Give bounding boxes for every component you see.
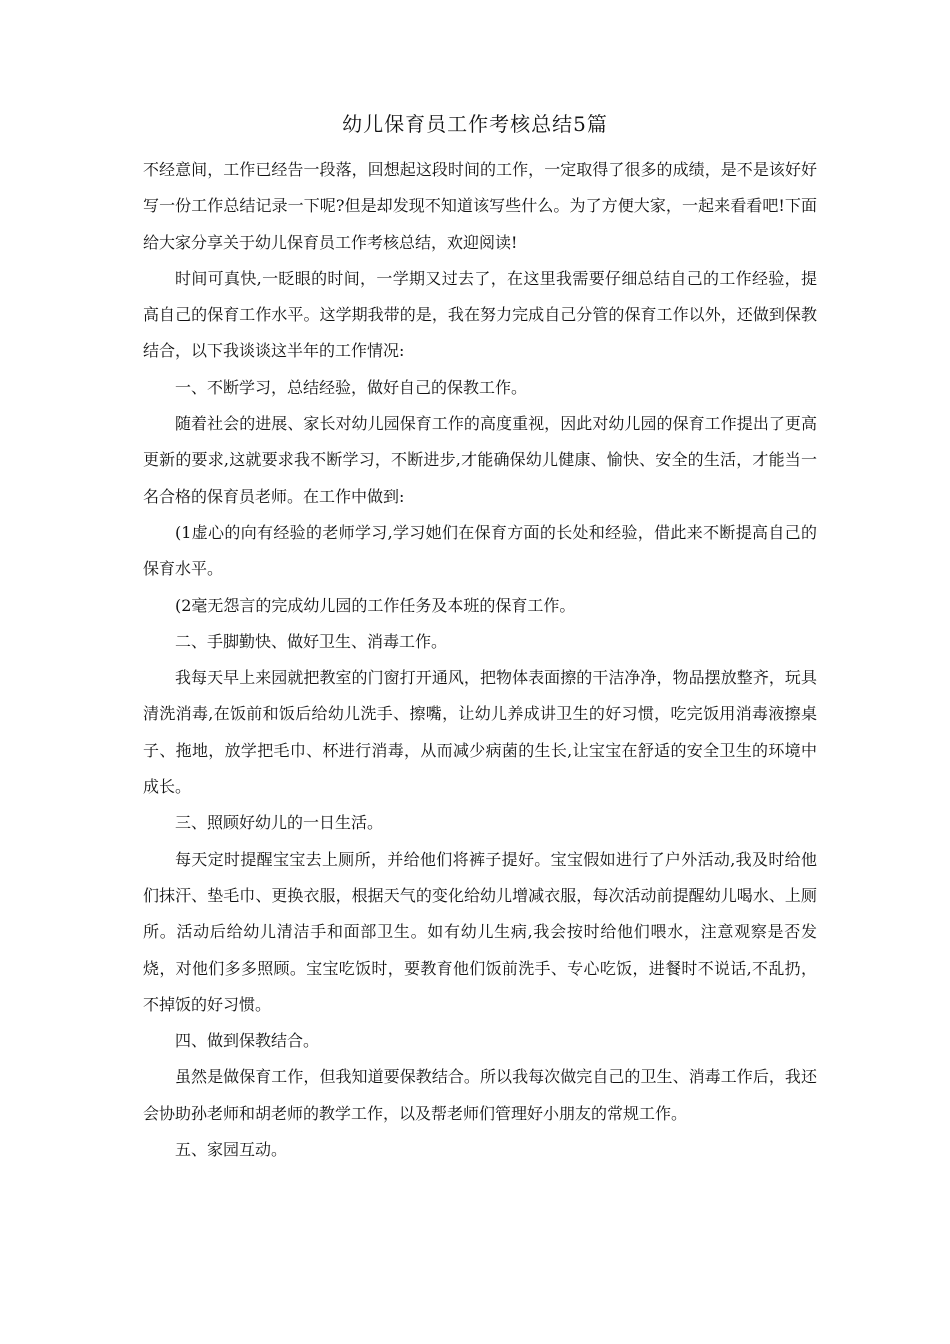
body-paragraph: 我每天早上来园就把教室的门窗打开通风，把物体表面擦的干洁净净，物品摆放整齐，玩具清洗消毒,在饭前和饭后给幼儿洗手、擦嘴，让幼儿养成讲卫生的好习惯，吃完饭用消毒液擦桌子、拖地，放学把毛巾、杯进行消毒，从而减少病菌的生长,让宝宝在舒适的安全卫生的环境中成长。 [143, 668, 817, 797]
section-heading-3: 三、照顾好幼儿的一日生活。 [175, 813, 384, 833]
list-item-1: (1虚心的向有经验的老师学习,学习她们在保育方面的长处和经验，借此来不断提高自己的保育水平。 [143, 522, 817, 579]
body-paragraph: 随着社会的进展、家长对幼儿园保育工作的高度重视，因此对幼儿园的保育工作提出了更高更新的要求,这就要求我不断学习，不断进步,才能确保幼儿健康、愉快、安全的生活，才能当一名合格的保育员老师。在工作中做到: [143, 414, 817, 506]
body-paragraph: 时间可真快,一眨眼的时间，一学期又过去了，在这里我需要仔细总结自己的工作经验，提高自己的保育工作水平。这学期我带的是，我在努力完成自己分管的保育工作以外，还做到保教结合，以下我谈谈这半年的工作情况: [143, 268, 817, 361]
section-heading-4: 四、做到保教结合。 [175, 1031, 320, 1051]
list-item-2: (2毫无怨言的完成幼儿园的工作任务及本班的保育工作。 [175, 595, 576, 615]
body-paragraph: 每天定时提醒宝宝去上厕所，并给他们将裤子提好。宝宝假如进行了户外活动,我及时给他们抹汗、垫毛巾、更换衣服，根据天气的变化给幼儿增减衣服，每次活动前提醒幼儿喝水、上厕所。活动后给幼儿清洁手和面部卫生。如有幼儿生病,我会按时给他们喂水，注意观察是否发烧，对他们多多照顾。宝宝吃饭时，要教育他们饭前洗手、专心吃饭，进餐时不说话,不乱扔，不掉饭的好习惯。 [143, 849, 817, 1014]
document-title: 幼儿保育员工作考核总结5篇 [342, 112, 608, 136]
document-body [143, 152, 817, 1168]
intro-paragraph: 不经意间，工作已经告一段落，回想起这段时间的工作，一定取得了很多的成绩，是不是该好好写一份工作总结记录一下呢?但是却发现不知道该写些什么。为了方便大家，一起来看看吧!下面给大家分享关于幼儿保育员工作考核总结，欢迎阅读! [143, 160, 817, 252]
section-heading-2: 二、手脚勤快、做好卫生、消毒工作。 [175, 631, 448, 651]
section-heading-1: 一、不断学习，总结经验，做好自己的保教工作。 [175, 377, 528, 397]
section-heading-5: 五、家园互动。 [175, 1140, 288, 1160]
body-paragraph: 虽然是做保育工作，但我知道要保教结合。所以我每次做完自己的卫生、消毒工作后，我还会协助孙老师和胡老师的教学工作，以及帮老师们管理好小朋友的常规工作。 [143, 1067, 817, 1123]
